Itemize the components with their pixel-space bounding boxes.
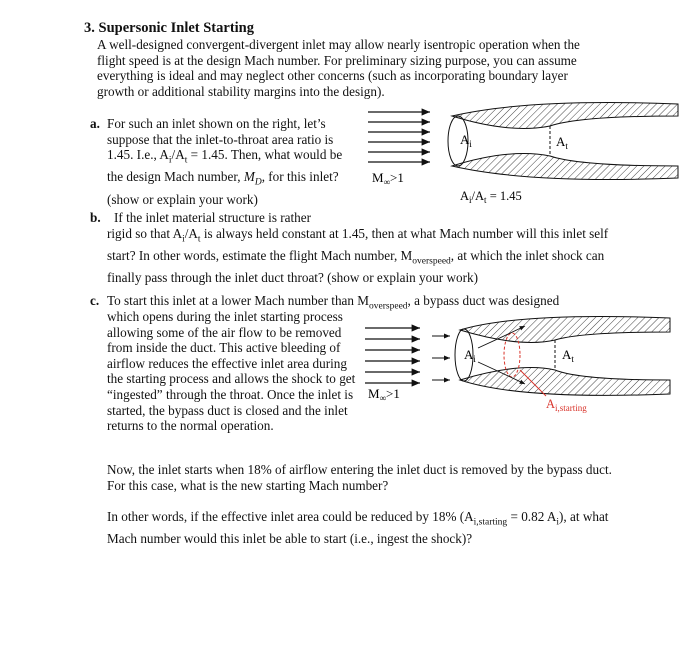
- part-c-label: c.: [90, 293, 100, 308]
- label-area-ratio: $A_i/A_t = 1.45$: [460, 189, 522, 205]
- part-b-first-line: If the inlet material structure is rather: [114, 210, 311, 225]
- problem-intro: A well-designed convergent-divergent inlet may allow nearly isentropic operation when the flight speed is at the design Mach number. For preliminary sizing purpose, you can assume everything is ideal and may neglect other concerns (such as incorporating boundary layer growth or additional stability margins into the design).: [97, 37, 580, 99]
- part-c-first-line: To start this inlet at a lower Mach number than $M_{overspeed}$, a bypass duct was designed: [107, 293, 560, 312]
- label-at: $A_t$: [556, 134, 568, 151]
- part-c-question: which opens during the inlet starting process allowing some of the air flow to be removed from inside the duct. This active bleeding of airflow reduces the effective inlet area during the starting process and allows the shock to get “ingested” through the throat. Once the inlet is started, the bypass duct is closed and the inlet returns to the normal operation.: [107, 309, 356, 434]
- part-b-question: rigid so that $A_i/A_t$ is always held constant at 1.45, then at what Mach number will this inlet self start? In other words, estimate the flight Mach number, $M_{overspeed}$, at which the inlet shock can finally pass through the inlet duct throat? (show or explain your work): [107, 226, 609, 286]
- small-arrows: [432, 336, 450, 380]
- inlet-wall-top: [460, 317, 670, 343]
- inlet-wall-top: [452, 103, 678, 129]
- inlet-diagram-a: [360, 96, 690, 206]
- label-mach: $M_\infty>1$: [372, 170, 404, 187]
- label-at: $A_t$: [562, 347, 574, 364]
- label-ai-starting: $A_{i,starting}$: [546, 397, 587, 413]
- label-ai: $A_i$: [460, 132, 472, 149]
- flow-arrows: [365, 328, 420, 383]
- problem-title: 3. Supersonic Inlet Starting: [84, 20, 254, 36]
- part-a-question: For such an inlet shown on the right, let’s suppose that the inlet-to-throat area ratio is 1.45. I.e., $A_i/A_t = 1.45$. Then, what would be the design Mach number, $M_D$, for this inlet? (show or explain your work): [107, 116, 343, 207]
- label-mach: $M_\infty>1$: [368, 386, 400, 403]
- other-words-paragraph: In other words, if the effective inlet area could be reduced by 18% ($A_{i,starting} = 0.82$ $A_i$), at what Mach number would this inlet be able to start (i.e., ingest the shock)?: [107, 509, 609, 547]
- label-ai: $A_i$: [464, 347, 476, 364]
- now-paragraph: Now, the inlet starts when 18% of airflow entering the inlet duct is removed by the bypass duct. For this case, what is the new starting Mach number?: [107, 462, 612, 493]
- part-a-label: a.: [90, 116, 100, 131]
- part-b-label: b.: [90, 210, 101, 225]
- flow-arrows: [368, 112, 430, 162]
- inlet-wall-bottom: [452, 154, 678, 180]
- inlet-wall-bottom: [460, 368, 670, 396]
- inlet-diagram-c: [360, 298, 680, 423]
